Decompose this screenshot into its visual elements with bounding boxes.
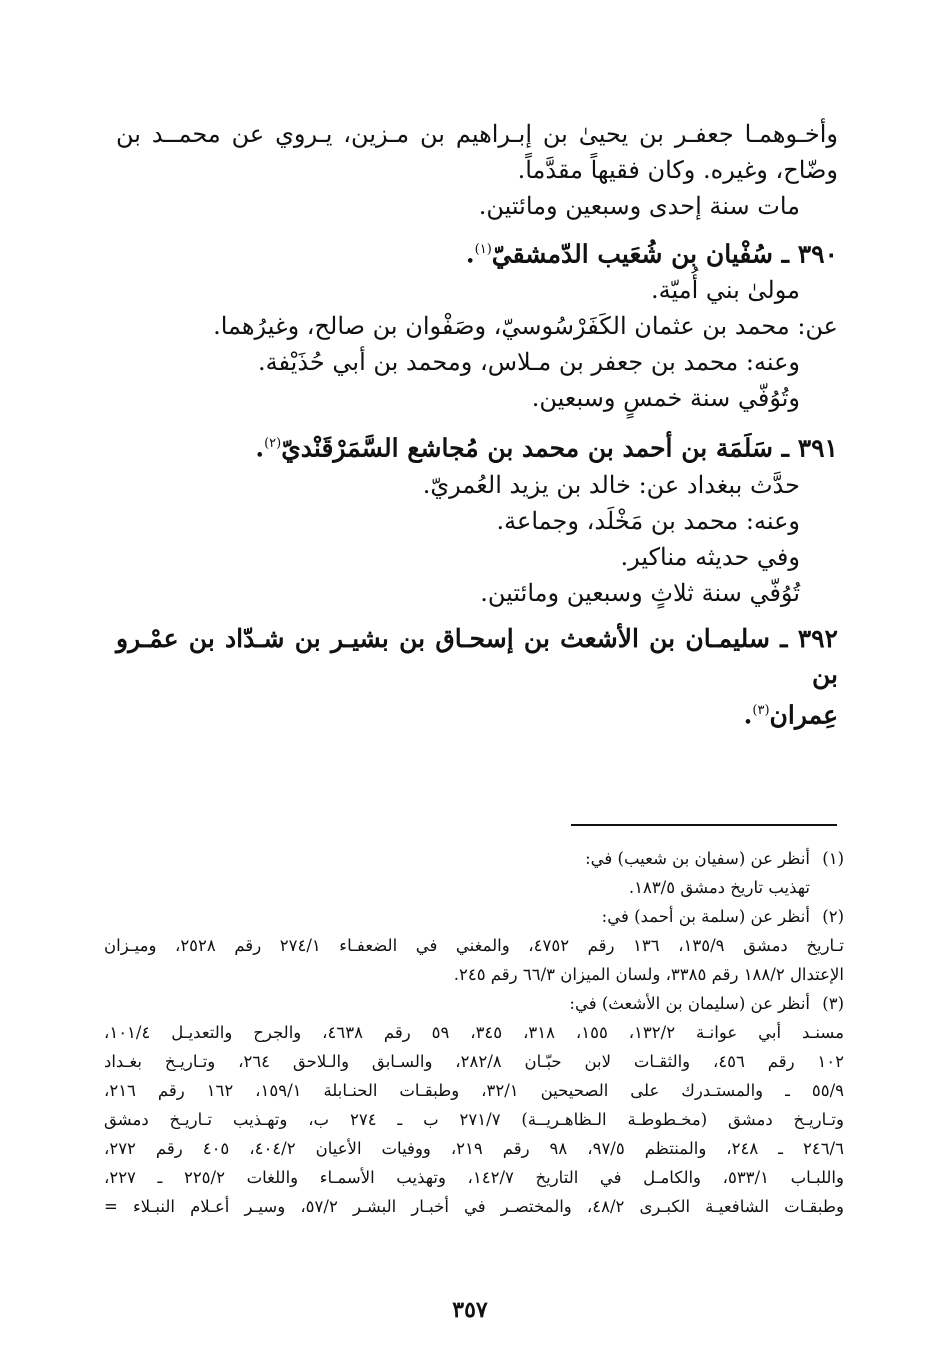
text-line: وضّاح، وغيره. وكان فقيهاً مقدَّماً. <box>517 156 838 184</box>
text-line: عن: محمد بن عثمان الكَفَرْسُوسيّ، وصَفْوان بن صالح، وغيرُهما. <box>213 312 838 341</box>
footnote-number: (٣) <box>822 994 844 1013</box>
entry-heading-392-cont <box>116 693 838 733</box>
footnote-1-title: (١)أنظر عن (سفيان بن شعيب) في: <box>104 844 844 873</box>
heading-end: . <box>255 433 265 463</box>
text-line: حدَّث ببغداد عن: خالد بن يزيد العُمريّ. <box>422 470 800 499</box>
footnote-3-title: (٣)أنظر عن (سليمان بن الأشعث) في: <box>104 989 844 1018</box>
heading-text: عِمران <box>769 699 838 729</box>
footnote-line: واللبـاب ٥٣٣/١، والكامـل في التاريخ ١٤٢/٧، وتهذيب الأسمـاء واللغات ٢٢٥/٢ ـ ٢٢٧، <box>104 1168 844 1187</box>
footnote-line: ٥٥/٩ ـ والمستـدرك على الصحيحين ٣٢/١، وطبقـات الحنـابلة ١٥٩/١، ١٦٢ رقم ٢١٦، <box>104 1081 844 1100</box>
main-text <box>116 116 838 733</box>
footnote-line: مسنـد أبي عوانـة ١٣٢/٢، ١٥٥، ٣١٨، ٣٤٥، ٥٩ رقم ٤٦٣٨، والجرح والتعديـل ١٠١/٤، <box>104 1023 844 1042</box>
heading-text: ٣٩١ ـ سَلَمَة بن أحمد بن محمد بن مُجاشع السَّمَرْقَنْديّ <box>281 433 838 463</box>
entry-heading-391 <box>116 426 838 466</box>
footnote-line: تهذيب تاريخ دمشق ١٨٣/٥. <box>628 878 810 897</box>
footnote-line: الإعتدال ١٨٨/٢ رقم ٣٣٨٥، ولسان الميزان ٦٦/٣ رقم ٢٤٥. <box>453 965 844 984</box>
footnote-ref: (١) <box>474 242 492 257</box>
footnote-separator <box>571 824 837 826</box>
entry-heading-390 <box>116 232 838 272</box>
footnote-ref: (٣) <box>752 702 770 718</box>
footnotes <box>104 844 844 1221</box>
footnote-number: (١) <box>822 849 844 868</box>
footnote-line: ١٠٢ رقم ٤٥٦، والثقـات لابن حبّـان ٢٨٢/٨، والسـابق والـلاحق ٢٦٤، وتـاريـخ بغـداد <box>104 1052 845 1071</box>
heading-end: . <box>465 239 475 269</box>
footnote-ref: (٢) <box>264 436 282 452</box>
heading-text: ٣٩٠ ـ سُفْيان بن شُعَيب الدّمشقيّ <box>491 239 838 269</box>
text-line: مات سنة إحدى وسبعين ومائتين. <box>478 192 800 220</box>
text-line: وتُوُفّي سنة خمسٍ وسبعين. <box>531 384 800 413</box>
text-line: وفي حديثه مناكير. <box>620 542 800 571</box>
footnote-line: وطبقـات الشافعيـة الكبـرى ٤٨/٢، والمختصـر في أخبـار البشـر ٥٧/٢، وسيـر أعـلام النبـلاء = <box>104 1197 844 1216</box>
footnote-line: ٢٤٦/٦ ـ ٢٤٨، والمنتظم ٩٧/٥، ٩٨ رقم ٢١٩، ووفيات الأعيان ٤٠٤/٢، ٤٠٥ رقم ٢٧٢، <box>104 1139 844 1158</box>
entry-heading-392: ٣٩٢ ـ سليمـان بن الأشعث بن إسحـاق بن بشيـر بن شـدّاد بن عمْـرو بن <box>116 623 838 689</box>
footnote-line: تـاريخ دمشق ١٣٥/٩، ١٣٦ رقم ٤٧٥٢، والمغني في الضعفـاء ٢٧٤/١ رقم ٢٥٢٨، وميـزان <box>104 936 845 955</box>
text-line: وعنه: محمد بن مَخْلَد، وجماعة. <box>496 506 800 535</box>
text-line: مولىٰ بني أُميّة. <box>650 276 800 305</box>
footnote-number: (٢) <box>822 907 844 926</box>
heading-end: . <box>743 699 753 729</box>
text-line: وأخـوهمـا جعفـر بن يحيىٰ بن إبـراهيم بن مـزين، يـروي عن محمــد بن <box>116 120 838 148</box>
footnote-2-title: (٢)أنظر عن (سلمة بن أحمد) في: <box>104 902 844 931</box>
text-line: وعنه: محمد بن جعفر بن مـلاس، ومحمد بن أبي حُذَيْفة. <box>258 348 800 377</box>
page-number: ٣٥٧ <box>452 1297 488 1323</box>
text-line: تُوُفّي سنة ثلاثٍ وسبعين ومائتين. <box>480 578 800 607</box>
footnote-line: وتـاريـخ دمشق (مخـطوطـة الـظاهـريــة) ٢٧١/٧ ب ـ ٢٧٤ ب، وتهـذيب تـاريـخ دمشق <box>104 1110 844 1129</box>
